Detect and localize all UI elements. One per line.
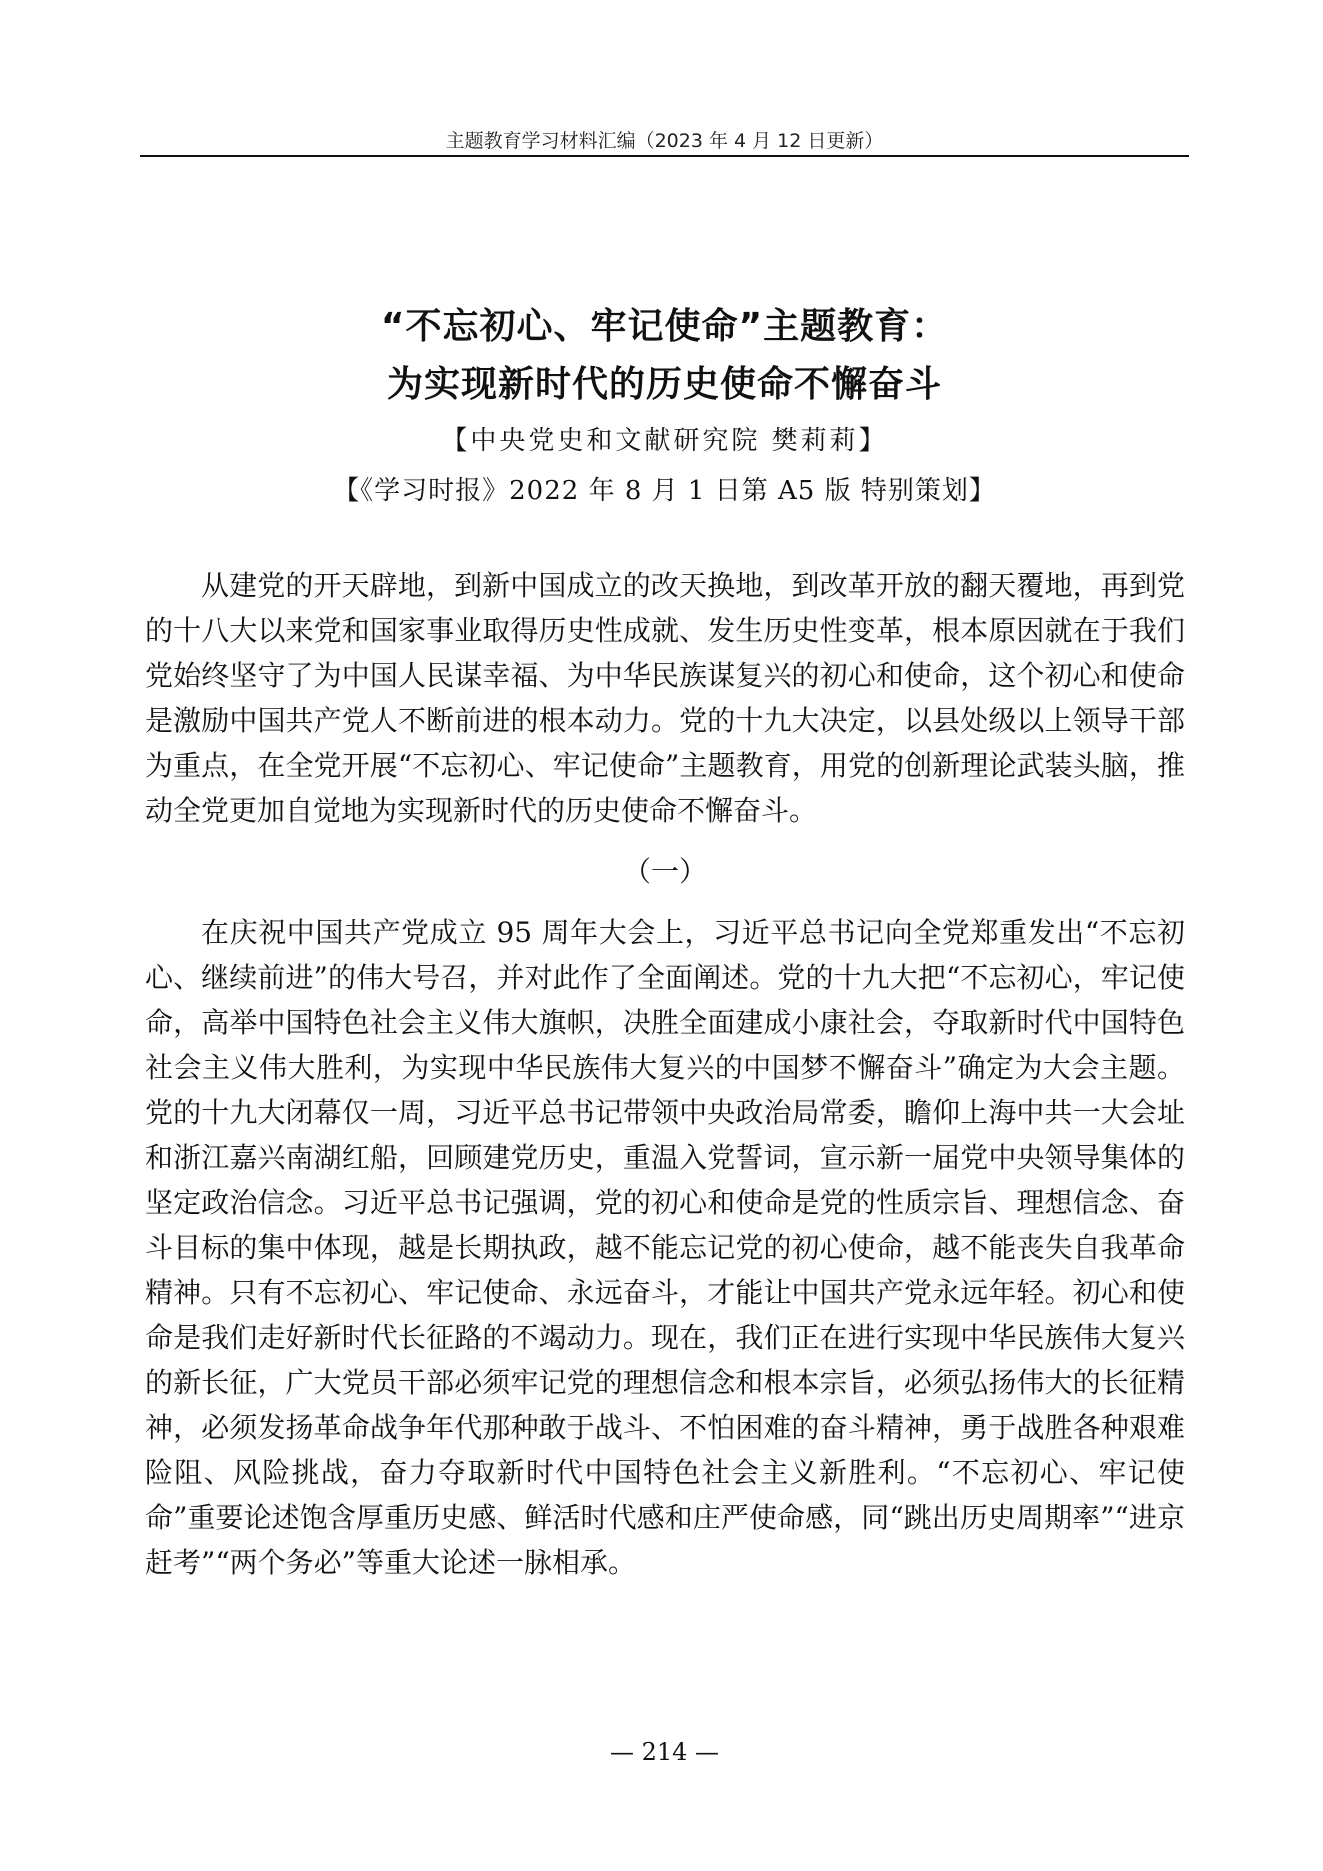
author-byline: 【中央党史和文献研究院 樊莉莉】 (441, 426, 888, 456)
article-title-line-2: 为实现新时代的历史使命不懈奋斗 (386, 364, 942, 405)
article-title-block (140, 298, 1189, 516)
section-1-paragraph: 在庆祝中国共产党成立 95 周年大会上，习近平总书记向全党郑重发出“不忘初心、继续前进”的伟大号召，并对此作了全面阐述。党的十九大把“不忘初心，牢记使命，高举中国特色社会主义伟大旗帜，决胜全面建成小康社会，夺取新时代中国特色社会主义伟大胜利，为实现中华民族伟大复兴的中国梦不懈奋斗”确定为大会主题。党的十九大闭幕仅一周，习近平总书记带领中央政治局常委，瞻仰上海中共一大会址和浙江嘉兴南湖红船，回顾建党历史，重温入党誓词，宣示新一届党中央领导集体的坚定政治信念。习近平总书记强调，党的初心和使命是党的性质宗旨、理想信念、奋斗目标的集中体现，越是长期执政，越不能忘记党的初心使命，越不能丧失自我革命精神。只有不忘初心、牢记使命、永远奋斗，才能让中国共产党永远年轻。初心和使命是我们走好新时代长征路的不竭动力。现在，我们正在进行实现中华民族伟大复兴的新长征，广大党员干部必须牢记党的理想信念和根本宗旨，必须弘扬伟大的长征精神，必须发扬革命战争年代那种敢于战斗、不怕困难的奋斗精神，勇于战胜各种艰难险阻、风险挑战，奋力夺取新时代中国特色社会主义新胜利。“不忘初心、牢记使命”重要论述饱含厚重历史感、鲜活时代感和庄严使命感，同“跳出历史周期率”“进京赶考”“两个务必”等重大论述一脉相承。 (145, 916, 1185, 1579)
article-body (145, 563, 1185, 1585)
header-rule (140, 155, 1189, 157)
running-header: 主题教育学习材料汇编（2023 年 4 月 12 日更新） (445, 130, 884, 152)
section-heading-1: （一） (622, 855, 707, 888)
article-title-line-1: “不忘初心、牢记使命”主题教育： (380, 306, 949, 347)
intro-paragraph: 从建党的开天辟地，到新中国成立的改天换地，到改革开放的翻天覆地，再到党的十八大以来党和国家事业取得历史性成就、发生历史性变革，根本原因就在于我们党始终坚守了为中国人民谋幸福、为中华民族谋复兴的初心和使命，这个初心和使命是激励中国共产党人不断前进的根本动力。党的十九大决定，以县处级以上领导干部为重点，在全党开展“不忘初心、牢记使命”主题教育，用党的创新理论武装头脑，推动全党更加自觉地为实现新时代的历史使命不懈奋斗。 (145, 569, 1185, 827)
page-number: — 214 — (609, 1738, 720, 1766)
source-citation: 【《学习时报》2022 年 8 月 1 日第 A5 版 特别策划】 (333, 476, 996, 506)
